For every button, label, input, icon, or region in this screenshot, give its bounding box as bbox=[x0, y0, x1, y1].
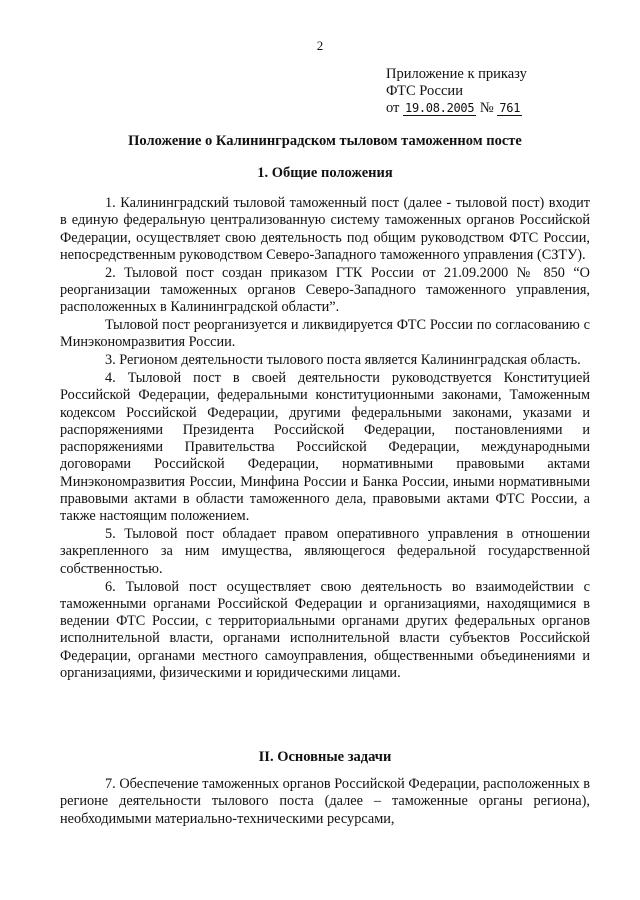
appendix-line-1: Приложение к приказу bbox=[386, 66, 527, 82]
appendix-date-line bbox=[386, 100, 527, 117]
section-heading-tasks: II. Основные задачи bbox=[258, 749, 392, 765]
paragraph: 6. Тыловой пост осуществляет свою деятельность во взаимодействии с таможенными органами Российской Федерации и организациями, находящимися в ведении ФТС России, с территориальными органами других федеральных органов исполнительной власти, органами исполнительной власти субъектов Российской Федерации, органами местного самоуправления, общественными объединениями и организациями, физическими и юридическими лицами. bbox=[60, 578, 590, 682]
document-title: Положение о Калининградском тыловом таможенном посте bbox=[128, 133, 522, 149]
section-heading-general: 1. Общие положения bbox=[257, 165, 393, 181]
paragraph: Тыловой пост реорганизуется и ликвидируется ФТС России по согласованию с Минэкономразвития России. bbox=[60, 317, 590, 351]
paragraph: 3. Регионом деятельности тылового поста является Калининградская область. bbox=[105, 352, 581, 369]
number-prefix: № bbox=[479, 100, 494, 116]
order-date: 19.08.2005 bbox=[405, 101, 475, 115]
section-body-tasks bbox=[60, 776, 590, 828]
page-number: 2 bbox=[316, 38, 324, 53]
section-body-general bbox=[60, 195, 590, 683]
paragraph: 1. Калининградский тыловой таможенный пост (далее - тыловой пост) входит в единую федеральную централизованную систему таможенных органов Российской Федерации, осуществляет свою деятельность под общим руководством ФТС России, непосредственным руководством Северо-Западного таможенного управления (СЗТУ). bbox=[60, 195, 590, 263]
date-prefix: от bbox=[386, 100, 400, 116]
appendix-line-2: ФТС России bbox=[386, 83, 463, 99]
paragraph: 2. Тыловой пост создан приказом ГТК России от 21.09.2000 № 850 “О реорганизации таможенных органов Северо-Западного таможенного управления, расположенных в Калининградской области”. bbox=[60, 264, 590, 316]
paragraph: 7. Обеспечение таможенных органов Российской Федерации, расположенных в регионе деятельности тылового поста (далее – таможенные органы региона), необходимыми материально-техническими ресурсами, bbox=[60, 776, 590, 827]
appendix-block bbox=[386, 66, 527, 117]
order-number: 761 bbox=[499, 101, 521, 115]
paragraph: 4. Тыловой пост в своей деятельности руководствуется Конституцией Российской Федерации, федеральными конституционными законами, Таможенным кодексом Российской Федерации, другими федеральными законами, указами и распоряжениями Президента Российской Федерации, постановлениями и распоряжениями Правительства Российской Федерации, международными договорами Российской Федерации, нормативными правовыми актами Минэкономразвития России, Минфина России и Банка России, иными нормативными правовыми актами в области таможенного дела, правовыми актами ФТС России, а также настоящим положением. bbox=[60, 369, 590, 525]
paragraph: 5. Тыловой пост обладает правом оперативного управления в отношении закрепленного за ним имущества, являющегося федеральной государственной собственностью. bbox=[60, 526, 590, 577]
